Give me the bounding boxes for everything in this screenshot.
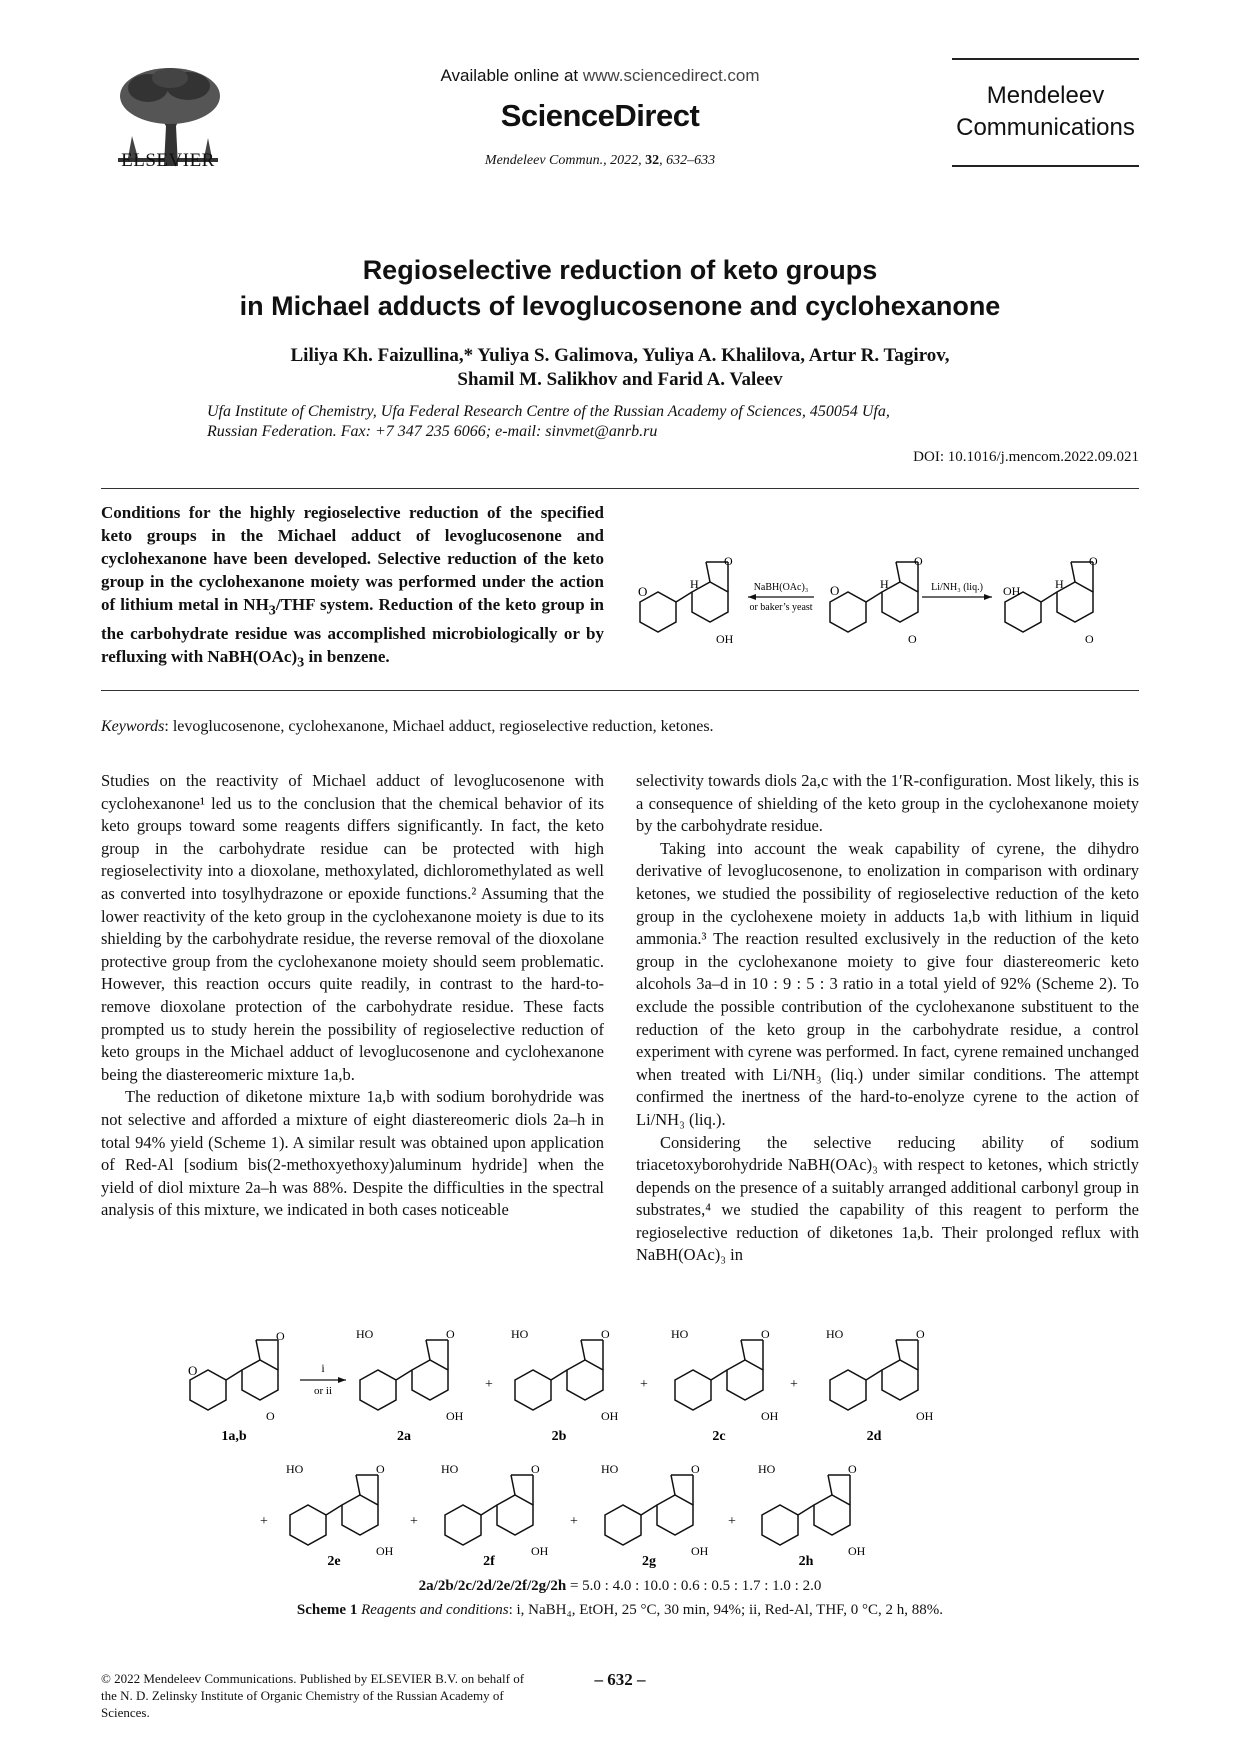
plus-sign: +: [728, 1514, 736, 1529]
abstract-sub1: 3: [268, 602, 276, 619]
affiliation: [207, 402, 1087, 442]
ga-left-o: O: [638, 584, 648, 599]
ratio-values: = 5.0 : 4.0 : 10.0 : 0.6 : 0.5 : 1.7 : 1.0 : 2.0: [566, 1578, 822, 1594]
ga-right-h: H: [1055, 577, 1064, 591]
citation-volume: 32: [645, 153, 660, 168]
2e-o: O: [376, 1462, 385, 1476]
paragraph: Taking into account the weak capability of cyrene, the dihydro derivative of levoglucosenone, to enolization in comparison with ordinary ketones, we studied the possibility of regioselective reduction of the keto group in the cyclohexene moiety in adducts 1a,b with lithium in liquid ammonia.³ The reaction resulted exclusively in the reduction of the keto group in the cyclohexanone moiety to give four diastereomeric keto alcohols 3a–d in 10 : 9 : 5 : 3 ratio in a total yield of 92% (Scheme 2). To exclude the possible contribution of the cyclohexanone substituent to the reduction of the keto group in the carbohydrate residue, a control experiment with cyrene was performed. In fact, cyrene remained unchanged when treated with Li/NH₃ (liq.) under similar conditions. The attempt confirmed the inertness of the hard-to-enolyze cyrene to the action of Li/NH₃ (liq.).: [636, 838, 1139, 1129]
elsevier-wordmark: ELSEVIER: [121, 150, 215, 171]
sm-ketone-o: O: [266, 1409, 275, 1423]
journal-name-line1: Mendeleev: [986, 82, 1105, 109]
plus-sign: +: [790, 1377, 798, 1392]
caption-italic: Reagents and conditions: [361, 1602, 509, 1618]
2d-ho: HO: [826, 1327, 844, 1341]
keywords-text: : levoglucosenone, cyclohexanone, Michael adduct, regioselective reduction, ketones.: [164, 718, 714, 735]
2e-oh: OH: [376, 1544, 394, 1558]
journal-citation: [400, 153, 800, 169]
doi-link[interactable]: DOI: 10.1016/j.mencom.2022.09.021: [913, 449, 1139, 465]
journal-top-rule: [952, 58, 1139, 60]
product-2e: [286, 1462, 394, 1569]
ga-right-reagent: Li/NH₃ (liq.): [931, 582, 983, 593]
ga-left-reagent-1: NaBH(OAc)₃: [753, 582, 809, 593]
sm-label: 1a,b: [221, 1429, 247, 1444]
product-2g: [601, 1462, 709, 1569]
keywords: [101, 718, 1139, 736]
journal-name-line2: Communications: [956, 114, 1135, 141]
ga-left-ring-o: O: [724, 554, 733, 568]
2a-ho: HO: [356, 1327, 374, 1341]
2g-ho: HO: [601, 1462, 619, 1476]
available-online-line: [400, 66, 800, 86]
2c-ho: HO: [671, 1327, 689, 1341]
plus-sign: +: [570, 1514, 578, 1529]
2g-oh: OH: [691, 1544, 709, 1558]
abstract-sub2: 3: [297, 654, 305, 671]
ga-mid-h: H: [880, 577, 889, 591]
scheme-arrow-bottom: or ii: [313, 1385, 333, 1397]
ga-left-h: H: [690, 577, 699, 591]
page-number: – 632 –: [594, 1670, 646, 1689]
paragraph: selectivity towards diols 2a,c with the 1′R-configuration. Most likely, this is a consequence of shielding of the keto group in the cyclohexanone moiety by the carbohydrate residue.: [636, 771, 1139, 836]
caption-text: : i, NaBH₄, EtOH, 25 °C, 30 min, 94%; ii, Red-Al, THF, 0 °C, 2 h, 88%.: [508, 1602, 944, 1618]
2g-o: O: [691, 1462, 700, 1476]
scheme-arrow-top: i: [321, 1361, 325, 1375]
product-label: 2e: [327, 1554, 341, 1569]
abstract-top-rule: [101, 488, 1139, 489]
graphical-abstract: [630, 540, 1150, 650]
paragraph: Considering the selective reducing ability of sodium triacetoxyborohydride NaBH(OAc)₃ with respect to ketones, which strictly depends on the presence of a suitably arranged additional carbonyl group in substrates,⁴ we studied the capability of this reagent to perform the regioselective reduction of diketones 1a,b. Their prolonged reflux with NaBH(OAc)₃ in: [636, 1132, 1139, 1265]
plus-sign: +: [485, 1377, 493, 1392]
2a-o: O: [446, 1327, 455, 1341]
scheme-1: [150, 1320, 1100, 1570]
2b-o: O: [601, 1327, 610, 1341]
plus-sign: +: [410, 1514, 418, 1529]
2d-oh: OH: [916, 1409, 934, 1423]
ga-right-oh: OH: [1003, 584, 1021, 598]
citation-year: , 2022,: [603, 153, 646, 168]
affiliation-line2: Russian Federation. Fax: +7 347 235 6066; e-mail: sinvmet@anrb.ru: [207, 423, 658, 440]
2f-oh: OH: [531, 1544, 549, 1558]
scheme-caption: [101, 1602, 1139, 1619]
abstract-part3: in benzene.: [304, 647, 390, 667]
sm-o: O: [188, 1363, 198, 1378]
product-label: 2b: [551, 1429, 567, 1444]
2d-o: O: [916, 1327, 925, 1341]
citation-pages: , 632–633: [659, 153, 716, 168]
paragraph: The reduction of diketone mixture 1a,b with sodium borohydride was not selective and afforded a mixture of eight diastereomeric diols 2a–h in total 94% yield (Scheme 1). A similar result was obtained upon application of Red-Al [sodium bis(2-methoxyethoxy)aluminum hydride] when the yield of diol mixture 2a–h was 88%. Despite the difficulties in the spectral analysis of this mixture, we indicated in both cases noticeable: [101, 1087, 604, 1220]
abstract-part2: /THF system. Reduction of the keto group in the carbohydrate residue was accomplished microbiologically or by refluxing with NaBH(OAc): [101, 595, 604, 667]
sciencedirect-wordmark: ScienceDirect: [500, 98, 700, 133]
abstract-text: [101, 501, 604, 675]
keywords-label: Keywords: [101, 718, 165, 735]
ga-mid-ring-o: O: [914, 554, 923, 568]
ga-left-reagent-2: or baker’s yeast: [749, 602, 813, 613]
ga-right-ketone-o: O: [1085, 632, 1094, 646]
copyright-notice: © 2022 Mendeleev Communications. Published by ELSEVIER B.V. on behalf of the N. D. Zelinsky Institute of Organic Chemistry of the Russian Academy of Sciences.: [101, 1671, 525, 1720]
authors-line2: Shamil M. Salikhov and Farid A. Valeev: [457, 369, 783, 390]
citation-journal: Mendeleev Commun.: [484, 153, 604, 168]
2b-ho: HO: [511, 1327, 529, 1341]
sm-ring-o: O: [276, 1329, 285, 1343]
product-2c: [671, 1327, 779, 1444]
ga-mid-ketone-o: O: [908, 632, 917, 646]
2b-oh: OH: [601, 1409, 619, 1423]
authors-line1: Liliya Kh. Faizullina,* Yuliya S. Galimova, Yuliya A. Khalilova, Artur R. Tagirov,: [290, 345, 950, 366]
affiliation-line1: Ufa Institute of Chemistry, Ufa Federal Research Centre of the Russian Academy of Sciences, 450054 Ufa,: [207, 403, 890, 420]
available-prefix: Available online at: [440, 66, 583, 85]
2f-o: O: [531, 1462, 540, 1476]
product-label: 2d: [866, 1429, 882, 1444]
body-column-right: [636, 770, 1139, 1267]
plus-sign: +: [260, 1514, 268, 1529]
2h-oh: OH: [848, 1544, 866, 1558]
product-2d: [826, 1327, 934, 1444]
title-line2: in Michael adducts of levoglucosenone and cyclohexanone: [239, 291, 1001, 321]
ga-mid-o: O: [830, 583, 840, 598]
title-line1: Regioselective reduction of keto groups: [362, 255, 878, 285]
body-column-left: [101, 770, 604, 1222]
product-2f: [441, 1462, 549, 1569]
plus-sign: +: [640, 1377, 648, 1392]
ga-left-oh: OH: [716, 632, 734, 646]
2h-o: O: [848, 1462, 857, 1476]
authors: [100, 344, 1140, 392]
abstract-bottom-rule: [101, 690, 1139, 691]
scheme-ratio: [101, 1578, 1139, 1595]
product-2h: [758, 1462, 866, 1569]
2c-oh: OH: [761, 1409, 779, 1423]
2a-oh: OH: [446, 1409, 464, 1423]
2f-ho: HO: [441, 1462, 459, 1476]
2c-o: O: [761, 1327, 770, 1341]
journal-bottom-rule: [952, 165, 1139, 167]
ga-right-ring-o: O: [1089, 554, 1098, 568]
product-label: 2c: [712, 1429, 726, 1444]
product-label: 2a: [397, 1429, 411, 1444]
2e-ho: HO: [286, 1462, 304, 1476]
paragraph: Studies on the reactivity of Michael adduct of levoglucosenone with cyclohexanone¹ led us to the conclusion that the chemical behavior of its keto groups toward some reagents differs significantly. In fact, the keto group in the carbohydrate residue can be protected with high regioselectivity into a dioxolane, methoxylated, dichloromethylated as well as converted into tosylhydrazone or epoxide functions.² Assuming that the lower reactivity of the keto group in the cyclohexanone moiety is due to its shielding by the carbohydrate residue, the reverse removal of the dioxolane protective group from the cyclohexanone moiety should seem problematic. However, this reaction occurs quite readily, in contrast to the hard-to-remove dioxolane protection of the carbohydrate residue. These facts prompted us to study herein the possibility of regioselective reduction of keto groups in the Michael adduct of levoglucosenone and cyclohexanone being the diastereomeric mixture 1a,b.: [101, 771, 604, 1084]
product-label: 2g: [642, 1554, 656, 1569]
abstract-part1: Conditions for the highly regioselective reduction of the specified keto groups in the Michael adduct of levoglucosenone and cyclohexanone have been developed. Selective reduction of the keto group in the cyclohexanone moiety was performed under the action of lithium metal in NH: [101, 503, 604, 614]
journal-name: [952, 80, 1139, 144]
2h-ho: HO: [758, 1462, 776, 1476]
ratio-label: 2a/2b/2c/2d/2e/2f/2g/2h: [418, 1578, 567, 1594]
product-2b: [511, 1327, 619, 1444]
product-2a: [356, 1327, 464, 1444]
article-title: [80, 252, 1160, 324]
caption-label: Scheme 1: [296, 1602, 358, 1618]
sciencedirect-url-link[interactable]: www.sciencedirect.com: [582, 66, 760, 85]
product-label: 2h: [798, 1554, 814, 1569]
product-label: 2f: [483, 1554, 495, 1569]
